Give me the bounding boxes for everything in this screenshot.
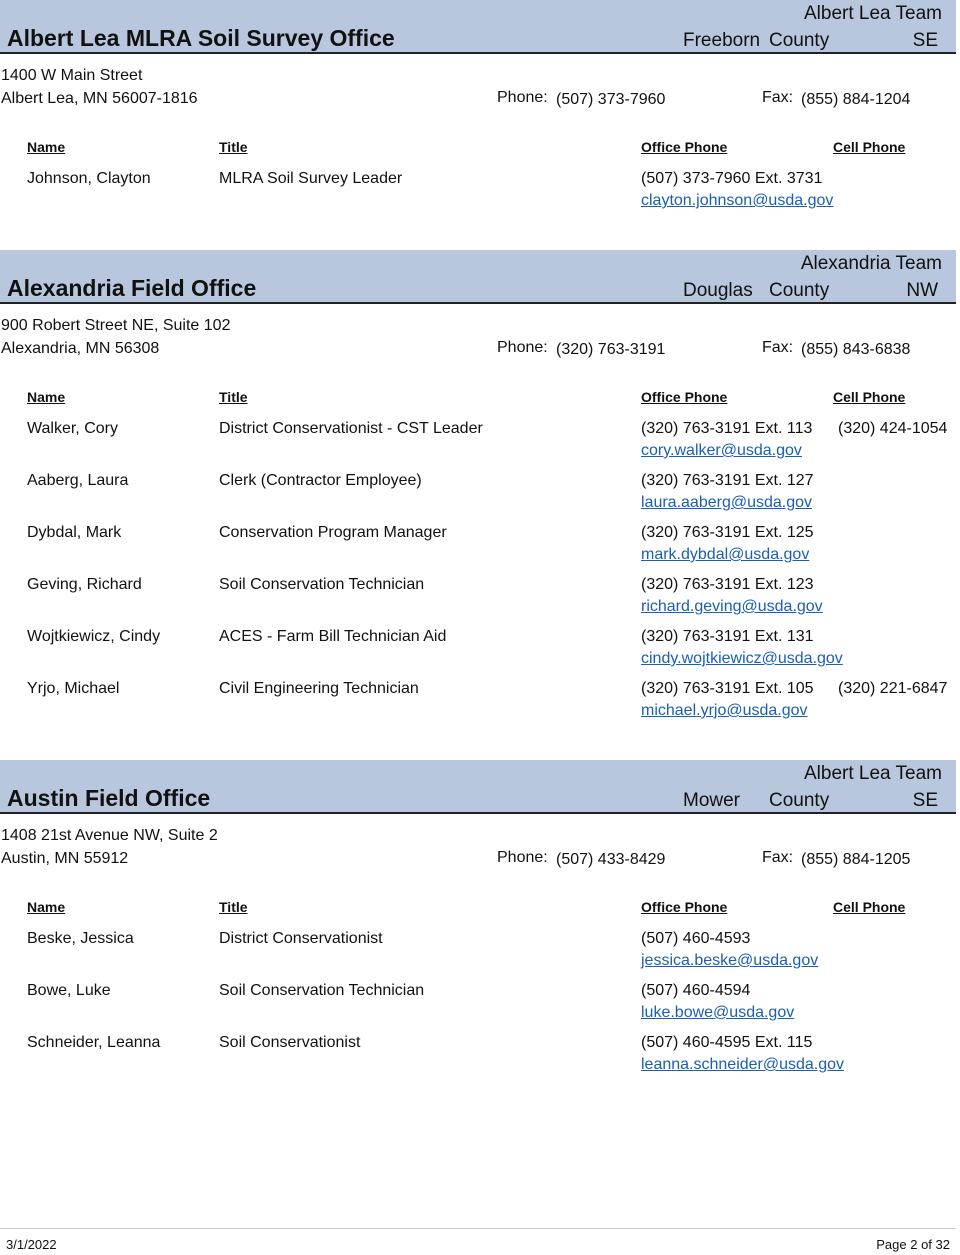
footer-divider — [0, 1228, 956, 1229]
phone-label: Phone: — [497, 849, 548, 866]
staff-office-phone: (507) 460-4593 — [641, 930, 751, 947]
phone-label: Phone: — [497, 89, 548, 106]
staff-email-link[interactable]: laura.aaberg@usda.gov — [641, 494, 813, 511]
county-label: County — [769, 280, 830, 301]
staff-row — [0, 524, 960, 572]
staff-email-link[interactable]: michael.yrjo@usda.gov — [641, 702, 808, 719]
staff-email-link[interactable]: jessica.beske@usda.gov — [641, 952, 819, 969]
staff-office-phone: (507) 460-4594 — [641, 982, 751, 999]
office-name: Alexandria Field Office — [7, 275, 257, 301]
staff-title: ACES - Farm Bill Technician Aid — [219, 628, 447, 645]
column-header-name: Name — [27, 899, 66, 915]
column-header-title: Title — [219, 899, 248, 915]
phone-label: Phone: — [497, 339, 548, 356]
staff-office-phone: (320) 763-3191 Ext. 123 — [641, 576, 814, 593]
team-name: Albert Lea Team — [803, 763, 942, 784]
office-fax-number: (855) 884-1204 — [801, 91, 911, 108]
column-header-cell-phone: Cell Phone — [833, 139, 906, 155]
office-fax-number: (855) 884-1205 — [801, 851, 911, 868]
office-phone-number: (320) 763-3191 — [556, 341, 666, 358]
office-fax-number: (855) 843-6838 — [801, 341, 911, 358]
footer-page-number: Page 2 of 32 — [876, 1237, 950, 1252]
staff-row — [0, 628, 960, 676]
column-header-cell-phone: Cell Phone — [833, 389, 906, 405]
office-header-band — [0, 760, 956, 814]
office-phone-number: (507) 373-7960 — [556, 91, 666, 108]
county-label: County — [769, 30, 830, 51]
staff-email-link[interactable]: cindy.wojtkiewicz@usda.gov — [641, 650, 843, 667]
address-line-2: Albert Lea, MN 56007-1816 — [1, 90, 198, 107]
staff-title: District Conservationist - CST Leader — [219, 420, 483, 437]
staff-email-link[interactable]: mark.dybdal@usda.gov — [641, 546, 810, 563]
staff-email-link[interactable]: leanna.schneider@usda.gov — [641, 1056, 845, 1073]
address-line-1: 900 Robert Street NE, Suite 102 — [1, 317, 231, 334]
staff-row — [0, 1034, 960, 1082]
fax-label: Fax: — [762, 89, 794, 106]
staff-office-phone: (320) 763-3191 Ext. 127 — [641, 472, 814, 489]
staff-row — [0, 930, 960, 978]
staff-office-phone: (320) 763-3191 Ext. 125 — [641, 524, 814, 541]
address-line-2: Alexandria, MN 56308 — [1, 340, 160, 357]
staff-name: Wojtkiewicz, Cindy — [27, 628, 161, 645]
office-header-band — [0, 0, 956, 54]
county-name: Freeborn — [683, 30, 761, 51]
staff-title: Clerk (Contractor Employee) — [219, 472, 422, 489]
staff-cell-phone: (320) 424-1054 — [838, 420, 948, 437]
column-header-office-phone: Office Phone — [641, 139, 728, 155]
county-name: Mower — [683, 790, 741, 811]
staff-title: Soil Conservation Technician — [219, 576, 425, 593]
fax-label: Fax: — [762, 339, 794, 356]
staff-title: Soil Conservation Technician — [219, 982, 425, 999]
staff-row — [0, 170, 960, 218]
staff-office-phone: (320) 763-3191 Ext. 113 — [641, 420, 813, 437]
staff-office-phone: (320) 763-3191 Ext. 105 — [641, 680, 814, 697]
staff-name: Yrjo, Michael — [27, 680, 120, 697]
column-header-name: Name — [27, 139, 66, 155]
staff-title: Conservation Program Manager — [219, 524, 447, 541]
address-line-2: Austin, MN 55912 — [1, 850, 129, 867]
staff-name: Walker, Cory — [27, 420, 118, 437]
county-name: Douglas — [683, 280, 753, 301]
county-label: County — [769, 790, 830, 811]
staff-email-link[interactable]: luke.bowe@usda.gov — [641, 1004, 795, 1021]
address-line-1: 1408 21st Avenue NW, Suite 2 — [1, 827, 218, 844]
staff-office-phone: (507) 373-7960 Ext. 3731 — [641, 170, 823, 187]
staff-row — [0, 576, 960, 624]
column-header-name: Name — [27, 389, 66, 405]
team-name: Alexandria Team — [800, 253, 942, 274]
staff-email-link[interactable]: clayton.johnson@usda.gov — [641, 192, 834, 209]
staff-row — [0, 680, 960, 728]
staff-office-phone: (507) 460-4595 Ext. 115 — [641, 1034, 813, 1051]
team-name: Albert Lea Team — [803, 3, 942, 24]
office-name: Albert Lea MLRA Soil Survey Office — [7, 25, 395, 51]
staff-name: Dybdal, Mark — [27, 524, 122, 541]
region-code: SE — [912, 30, 938, 51]
office-header-band — [0, 250, 956, 304]
fax-label: Fax: — [762, 849, 794, 866]
office-phone-number: (507) 433-8429 — [556, 851, 666, 868]
footer-date: 3/1/2022 — [6, 1237, 57, 1252]
staff-name: Geving, Richard — [27, 576, 142, 593]
staff-email-link[interactable]: richard.geving@usda.gov — [641, 598, 823, 615]
staff-cell-phone: (320) 221-6847 — [838, 680, 948, 697]
office-name: Austin Field Office — [7, 785, 211, 811]
staff-title: District Conservationist — [219, 930, 383, 947]
column-header-cell-phone: Cell Phone — [833, 899, 906, 915]
staff-title: Civil Engineering Technician — [219, 680, 419, 697]
staff-office-phone: (320) 763-3191 Ext. 131 — [641, 628, 814, 645]
staff-name: Johnson, Clayton — [27, 170, 151, 187]
staff-name: Bowe, Luke — [27, 982, 111, 999]
column-header-office-phone: Office Phone — [641, 389, 728, 405]
column-header-title: Title — [219, 139, 248, 155]
staff-row — [0, 472, 960, 520]
region-code: SE — [912, 790, 938, 811]
column-header-title: Title — [219, 389, 248, 405]
staff-name: Aaberg, Laura — [27, 472, 129, 489]
staff-name: Schneider, Leanna — [27, 1034, 161, 1051]
region-code: NW — [906, 280, 938, 301]
staff-title: MLRA Soil Survey Leader — [219, 170, 403, 187]
staff-name: Beske, Jessica — [27, 930, 134, 947]
staff-email-link[interactable]: cory.walker@usda.gov — [641, 442, 802, 459]
column-header-office-phone: Office Phone — [641, 899, 728, 915]
staff-row — [0, 982, 960, 1030]
address-line-1: 1400 W Main Street — [1, 67, 143, 84]
staff-title: Soil Conservationist — [219, 1034, 361, 1051]
staff-row — [0, 420, 960, 468]
